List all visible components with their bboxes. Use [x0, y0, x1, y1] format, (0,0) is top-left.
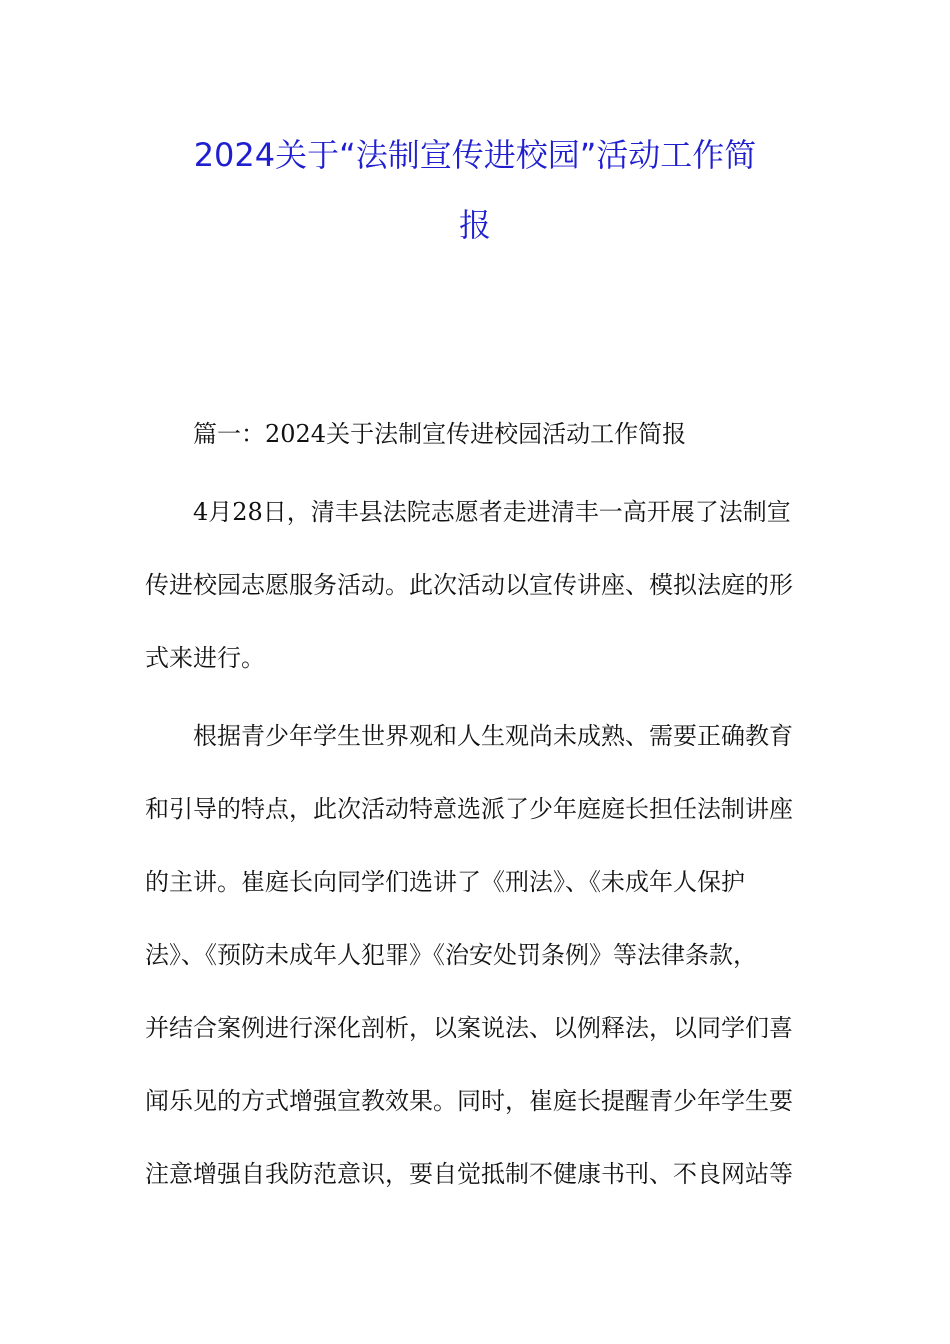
section-heading — [145, 414, 805, 454]
paragraph-2-line-1: 根据青少年学生世界观和人生观尚未成熟、需要正确教育 — [193, 722, 793, 750]
document-title — [145, 120, 805, 260]
paragraph-1-line-1: 4月28日，清丰县法院志愿者走进清丰一高开展了法制宣 — [193, 498, 791, 526]
paragraph-2 — [145, 716, 805, 1194]
paragraph-1 — [145, 492, 805, 678]
paragraph-2-line-5: 并结合案例进行深化剖析，以案说法、以例释法，以同学们喜 — [145, 1014, 793, 1042]
title-line-2: 报 — [458, 206, 491, 244]
paragraph-1-line-3: 式来进行。 — [145, 644, 265, 672]
paragraph-1-line-2: 传进校园志愿服务活动。此次活动以宣传讲座、模拟法庭的形 — [145, 571, 793, 599]
paragraph-2-line-6: 闻乐见的方式增强宣教效果。同时，崔庭长提醒青少年学生要 — [145, 1087, 793, 1115]
paragraph-2-line-3: 的主讲。崔庭长向同学们选讲了《刑法》、《未成年人保护 — [145, 868, 745, 896]
paragraph-2-line-2: 和引导的特点，此次活动特意选派了少年庭庭长担任法制讲座 — [145, 795, 793, 823]
section-heading-text: 篇一：2024关于法制宣传进校园活动工作简报 — [193, 420, 687, 448]
paragraph-2-line-4: 法》、《预防未成年人犯罪》《治安处罚条例》等法律条款， — [145, 941, 757, 969]
title-line-1: 2024关于“法制宣传进校园”活动工作简 — [193, 136, 757, 174]
paragraph-2-line-7: 注意增强自我防范意识，要自觉抵制不健康书刊、不良网站等 — [145, 1160, 793, 1188]
document-body — [145, 414, 805, 1232]
